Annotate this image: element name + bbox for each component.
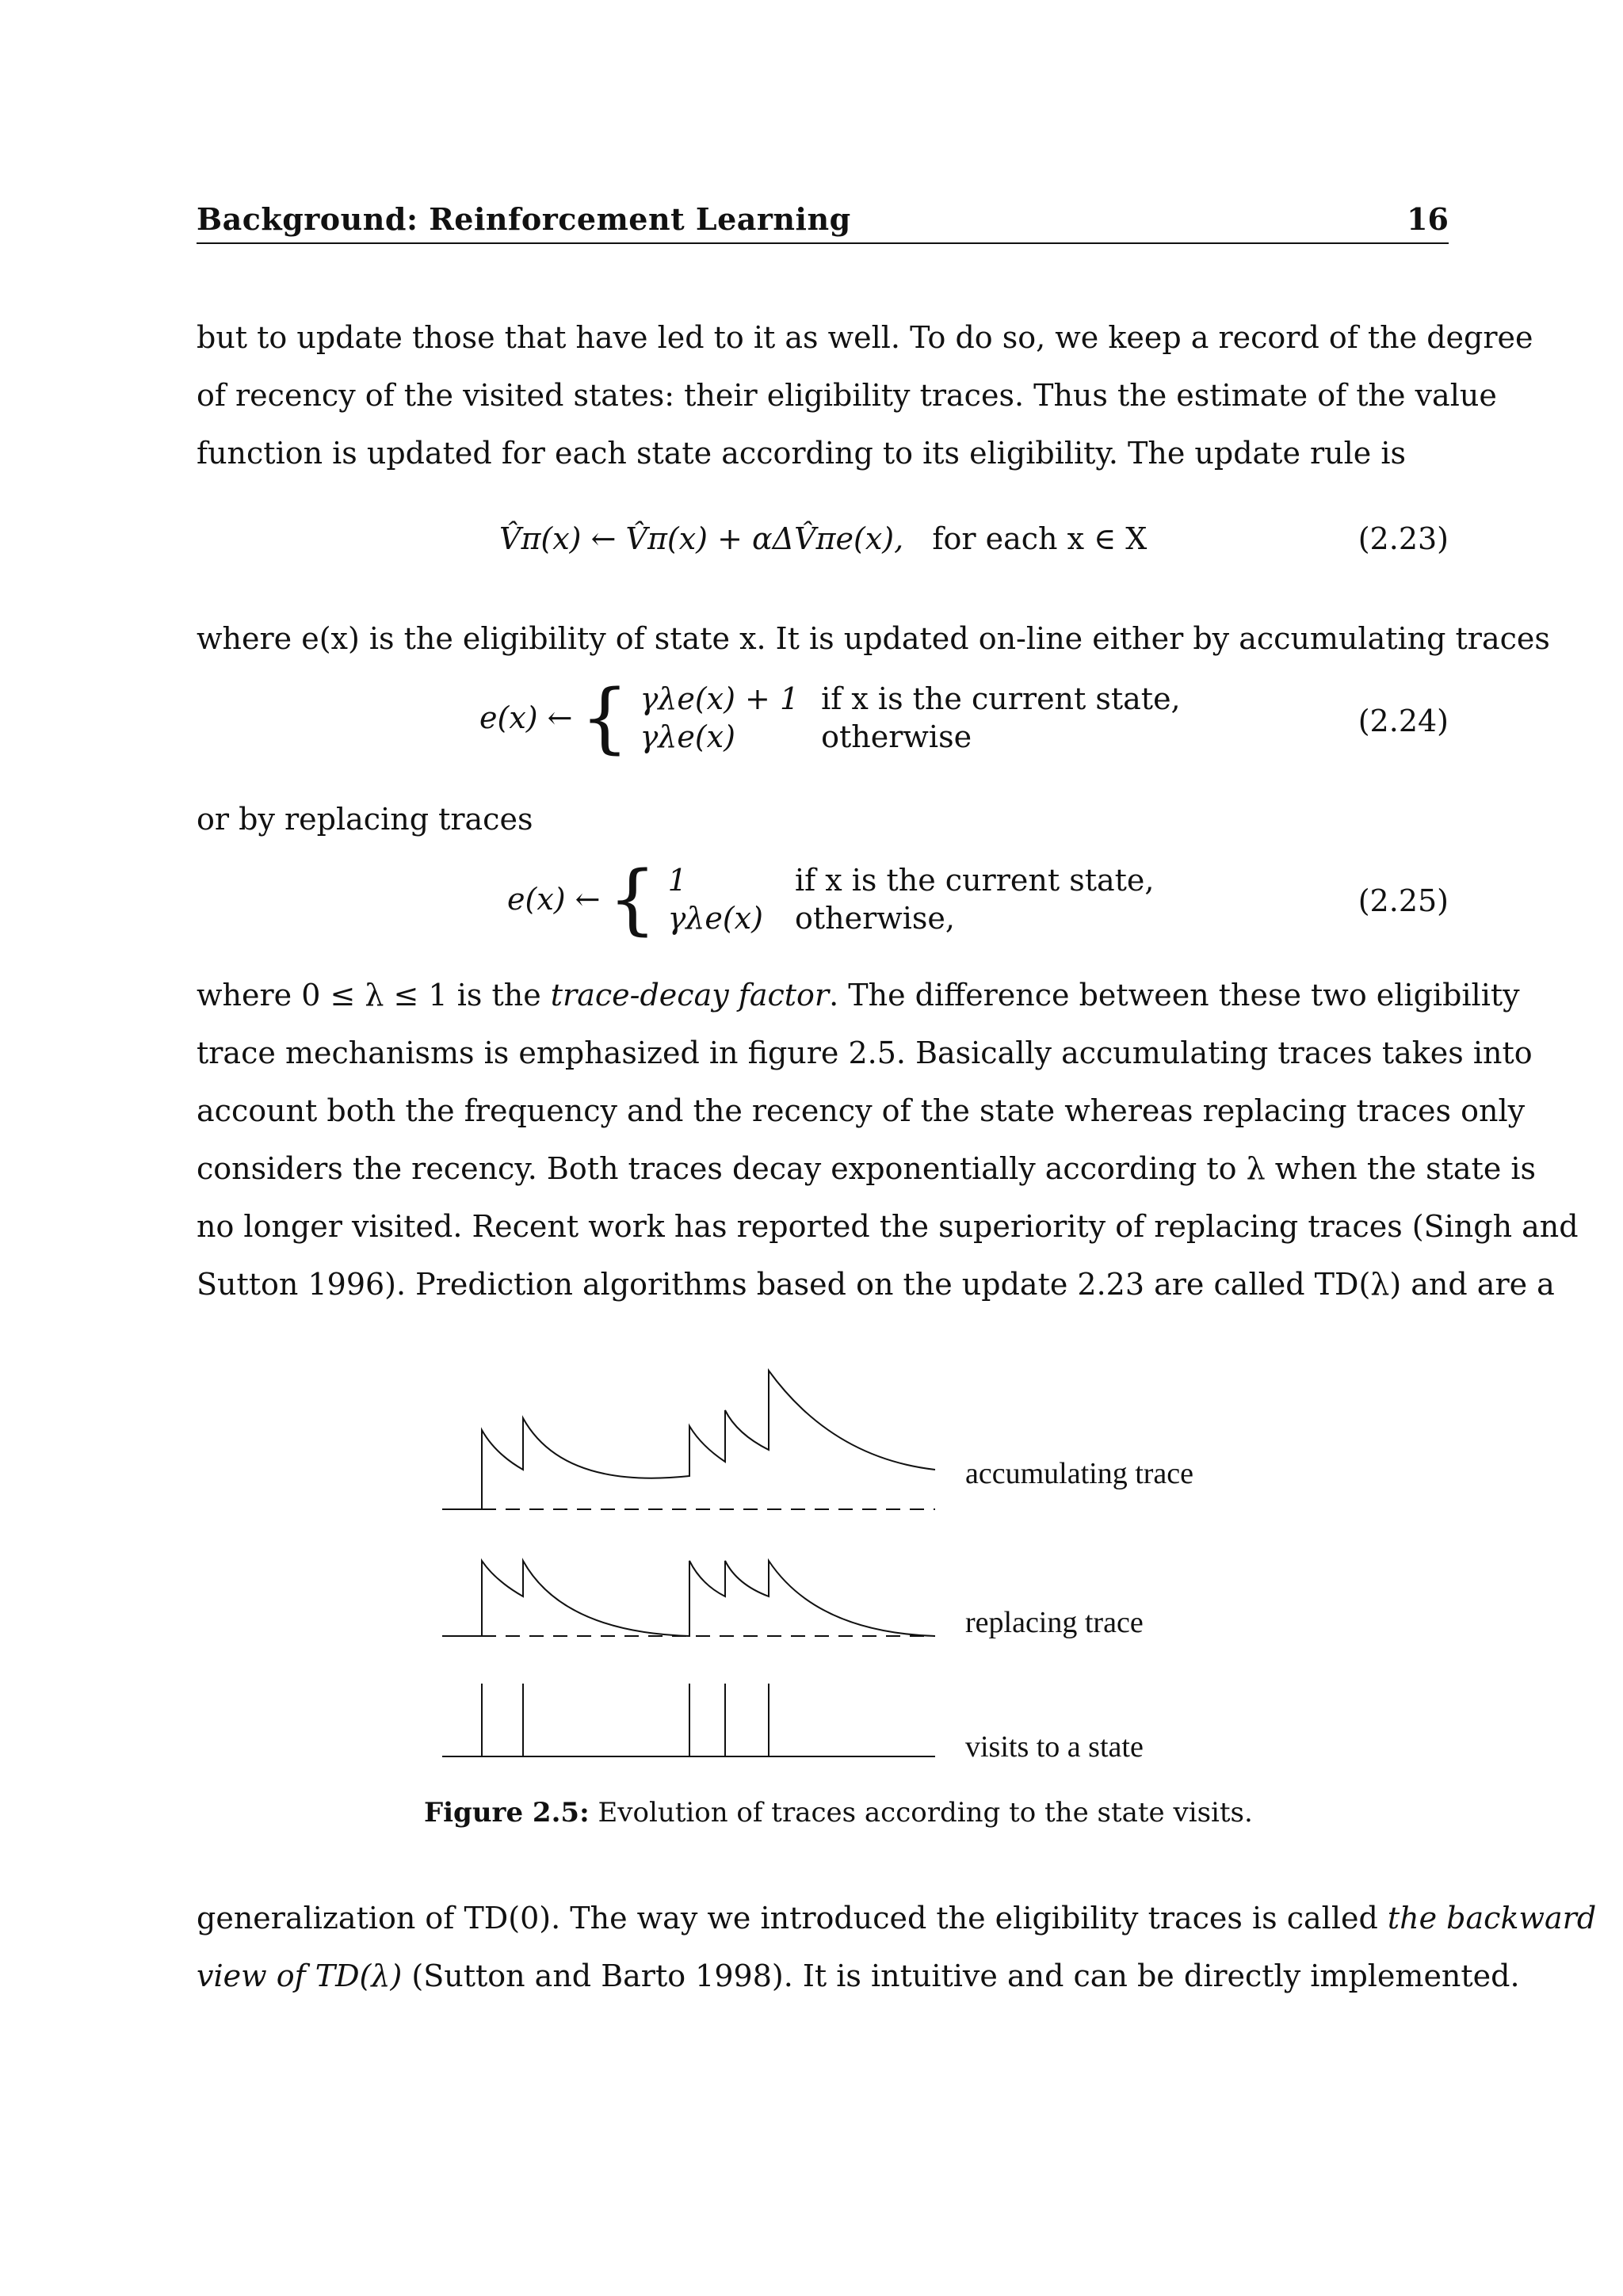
case-row: [668, 899, 1177, 937]
case-condition: otherwise,: [794, 901, 955, 936]
paragraph-line: no longer visited. Recent work has reported the superiority of replacing traces (Singh and: [197, 1209, 1579, 1244]
paragraph-line: where e(x) is the eligibility of state x. It is updated on-line either by accumulating traces: [197, 621, 1550, 656]
text-run: where 0 ≤ λ ≤ 1 is the: [197, 978, 551, 1013]
figure-caption: [424, 1797, 1253, 1829]
cases-table: [668, 861, 1177, 937]
left-brace: {: [580, 673, 629, 762]
text-run: . The difference between these two eligibility: [829, 978, 1520, 1013]
case-row: [640, 718, 1203, 756]
emphasis-term: view of TD(λ): [197, 1958, 403, 1993]
case-expression: 1: [667, 863, 687, 898]
equation-number: (2.25): [1358, 883, 1449, 918]
paragraph-line: [197, 1947, 1520, 2005]
equation-lhs: e(x) ←: [507, 882, 601, 917]
cases-table: [640, 680, 1203, 756]
figure-label-accumulating: accumulating trace: [965, 1457, 1194, 1490]
figure-label-replacing: replacing trace: [965, 1606, 1144, 1639]
paragraph-line: [197, 1890, 1597, 1947]
equation-lhs: e(x) ←: [479, 700, 573, 735]
paragraph-line: function is updated for each state according to its eligibility. The update rule is: [197, 436, 1407, 471]
equation-2-24: [479, 673, 1203, 762]
equation-condition: for each x ∈ X: [932, 521, 1148, 556]
equation-2-23: [499, 521, 1147, 556]
text-run: (Sutton and Barto 1998). It is intuitive and can be directly implemented.: [402, 1958, 1520, 1993]
case-condition: otherwise: [821, 719, 972, 754]
paragraph-line: account both the frequency and the recency of the state whereas replacing traces only: [197, 1093, 1526, 1128]
paragraph-line: [197, 967, 1520, 1024]
paragraph-1: [197, 309, 1533, 482]
case-condition: if x is the current state,: [794, 863, 1155, 898]
equation-number: (2.23): [1358, 521, 1449, 556]
paragraph-line: Sutton 1996). Prediction algorithms based on the update 2.23 are called TD(λ) and are a: [197, 1267, 1555, 1302]
emphasis-term: the backward: [1387, 1901, 1597, 1936]
figure-caption-text: Evolution of traces according to the state visits.: [589, 1797, 1253, 1829]
case-expression: γλe(x) + 1: [640, 681, 800, 716]
paragraph-3: [197, 791, 1449, 849]
paragraph-4: [197, 967, 1579, 1314]
page-number: 16: [1407, 201, 1449, 237]
emphasis-term: trace-decay factor: [550, 978, 830, 1013]
figure-traces-diagram: [428, 1331, 983, 1775]
case-condition: if x is the current state,: [821, 681, 1181, 716]
replacing-trace-curve: [482, 1561, 935, 1636]
case-row: [640, 680, 1203, 718]
paragraph-line: of recency of the visited states: their eligibility traces. Thus the estimate of the value: [197, 378, 1497, 413]
case-row: [668, 861, 1177, 899]
text-run: generalization of TD(0). The way we introduced the eligibility traces is called: [197, 1901, 1388, 1936]
paragraph-5: [197, 1890, 1597, 2005]
case-expression: γλe(x): [667, 901, 763, 936]
equation-2-25: [507, 855, 1176, 944]
case-expression: γλe(x): [640, 719, 735, 754]
left-brace: {: [608, 855, 657, 944]
header-rule: [197, 242, 1449, 244]
equation-number: (2.24): [1358, 704, 1449, 738]
paragraph-line: or by replacing traces: [197, 802, 533, 837]
equation-expression: V̂π(x) ← V̂π(x) + αΔV̂πe(x),: [499, 521, 904, 556]
paragraph-2: [197, 610, 1550, 668]
paragraph-line: considers the recency. Both traces decay exponentially according to λ when the state is: [197, 1151, 1537, 1186]
running-header-title: Background: Reinforcement Learning: [197, 201, 851, 237]
figure-caption-label: Figure 2.5:: [424, 1797, 590, 1829]
figure-label-visits: visits to a state: [965, 1730, 1144, 1764]
accumulating-trace-curve: [482, 1371, 935, 1509]
paragraph-line: trace mechanisms is emphasized in figure 2.5. Basically accumulating traces takes into: [197, 1035, 1533, 1070]
paragraph-line: but to update those that have led to it as well. To do so, we keep a record of the degree: [197, 320, 1533, 355]
